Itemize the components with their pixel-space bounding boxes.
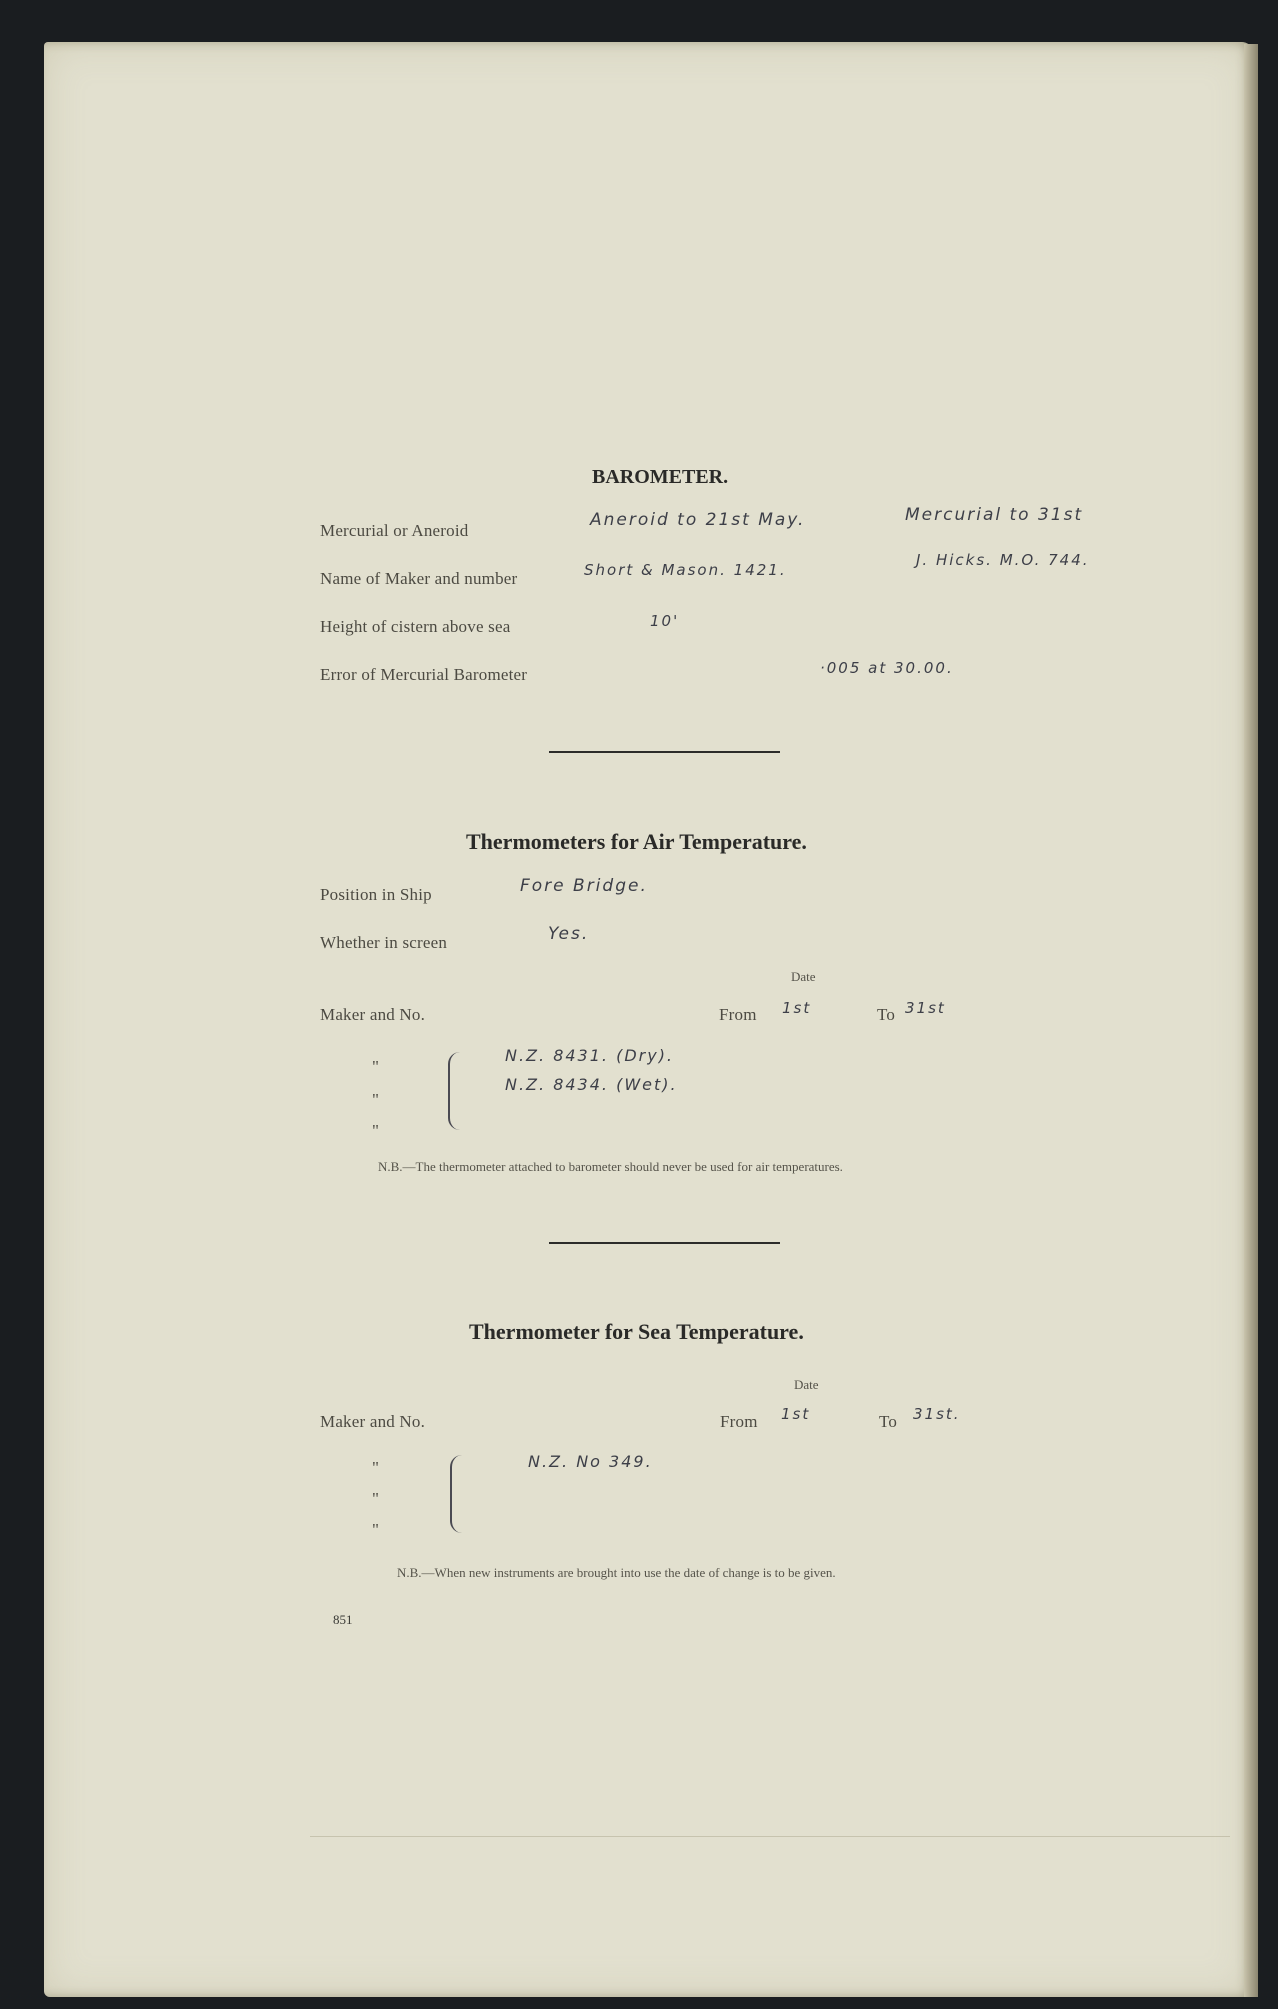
air-position-value: Fore Bridge. — [520, 876, 648, 896]
air-screen-label: Whether in screen — [320, 933, 448, 952]
barometer-value-type-2: Mercurial to 31st — [905, 505, 1084, 525]
air-to-label: To — [877, 1005, 896, 1024]
sea-date-label: Date — [794, 1377, 819, 1392]
air-screen-value: Yes. — [548, 924, 590, 944]
barometer-title: BAROMETER. — [592, 466, 729, 488]
page-number: 851 — [333, 1612, 353, 1627]
ditto-mark: " — [372, 1520, 380, 1539]
air-maker-label: Maker and No. — [320, 1005, 426, 1024]
ditto-mark: " — [372, 1489, 380, 1508]
air-entry-2: N.Z. 8434. (Wet). — [505, 1075, 678, 1094]
sea-from-value: 1st — [781, 1405, 811, 1423]
barometer-value-maker: Short & Mason. 1421. — [584, 561, 787, 579]
barometer-value-error: ·005 at 30.00. — [820, 659, 954, 677]
barometer-label-error: Error of Mercurial Barometer — [320, 665, 528, 684]
form-page — [44, 42, 1252, 1997]
barometer-value-maker-2: J. Hicks. M.O. 744. — [916, 551, 1090, 569]
sea-to-value: 31st. — [913, 1405, 961, 1423]
ditto-mark: " — [372, 1090, 380, 1109]
faint-rule — [310, 1836, 1230, 1837]
section-divider — [549, 1242, 780, 1244]
sea-note: N.B.—When new instruments are brought into use the date of change is to be given. — [397, 1565, 836, 1580]
air-date-label: Date — [791, 969, 816, 984]
sea-thermometer-title: Thermometer for Sea Temperature. — [469, 1319, 804, 1344]
ditto-mark: " — [372, 1121, 380, 1140]
air-position-label: Position in Ship — [320, 885, 432, 904]
air-to-value: 31st — [905, 999, 946, 1017]
ditto-mark: " — [372, 1057, 380, 1076]
barometer-value-type: Aneroid to 21st May. — [590, 510, 806, 530]
ditto-mark: " — [372, 1458, 380, 1477]
sea-to-label: To — [879, 1412, 898, 1431]
sea-from-label: From — [720, 1412, 758, 1431]
brace — [450, 1455, 466, 1533]
brace — [448, 1052, 464, 1130]
sea-maker-label: Maker and No. — [320, 1412, 426, 1431]
air-note: N.B.—The thermometer attached to barometer should never be used for air temperatures. — [378, 1159, 843, 1174]
barometer-label-height: Height of cistern above sea — [320, 617, 511, 636]
air-from-label: From — [719, 1005, 757, 1024]
sea-entry-1: N.Z. No 349. — [528, 1452, 653, 1471]
barometer-label-maker: Name of Maker and number — [320, 569, 518, 588]
air-thermometers-title: Thermometers for Air Temperature. — [466, 829, 807, 854]
air-from-value: 1st — [782, 999, 812, 1017]
barometer-label-type: Mercurial or Aneroid — [320, 521, 469, 540]
air-entry-1: N.Z. 8431. (Dry). — [505, 1046, 675, 1065]
section-divider — [549, 751, 780, 753]
page-edge — [1244, 44, 1258, 1997]
barometer-value-height: 10' — [650, 612, 680, 630]
